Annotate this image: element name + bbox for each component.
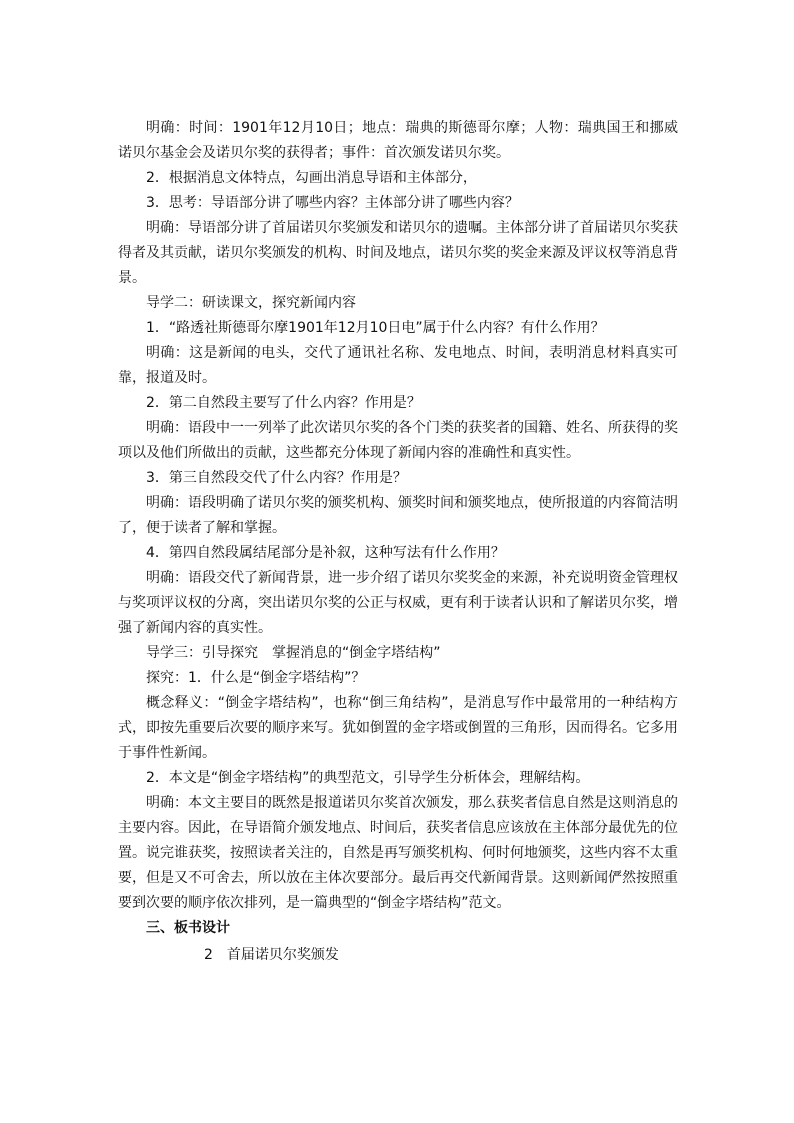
paragraph: 明确：语段交代了新闻背景，进一步介绍了诺贝尔奖奖金的来源，补充说明资金管理权与奖项评议权的分离，突出诺贝尔奖的公正与权威，更有利于读者认识和了解诺贝尔奖，增强了新闻内容的真实性。	[118, 570, 678, 636]
paragraph: 明确：时间：1901年12月10日；地点：瑞典的斯德哥尔摩；人物：瑞典国王和挪威诺贝尔基金会及诺贝尔奖的获得者；事件：首次颁发诺贝尔奖。	[118, 120, 678, 161]
paragraph: 3．第三自然段交代了什么内容？作用是？	[146, 470, 407, 486]
paragraph: 4．第四自然段属结尾部分是补叙，这种写法有什么作用？	[146, 545, 505, 561]
paragraph: 明确：语段明确了诺贝尔奖的颁奖机构、颁奖时间和颁奖地点，使所报道的内容简洁明了，便于读者了解和掌握。	[118, 495, 678, 536]
paragraph: 2．根据消息文体特点，勾画出消息导语和主体部分，	[146, 170, 477, 186]
board-title: 2 首届诺贝尔奖颁发	[204, 947, 339, 963]
paragraph: 明确：语段中一一列举了此次诺贝尔奖的各个门类的获奖者的国籍、姓名、所获得的奖项以及他们所做出的贡献，这些都充分体现了新闻内容的准确性和真实性。	[118, 420, 678, 461]
paragraph: 2．第二自然段主要写了什么内容？作用是？	[146, 395, 421, 411]
paragraph: 概念释义：“倒金字塔结构”，也称“倒三角结构”，是消息写作中最常用的一种结构方式，即按先重要后次要的顺序来写。犹如倒置的金字塔或倒置的三角形，因而得名。它多用于事件性新闻。	[118, 695, 678, 761]
paragraph: 1．“路透社斯德哥尔摩1901年12月10日电”属于什么内容？有什么作用？	[146, 320, 605, 336]
paragraph: 2．本文是“倒金字塔结构”的典型范文，引导学生分析体会，理解结构。	[146, 770, 590, 786]
paragraph: 3．思考：导语部分讲了哪些内容？主体部分讲了哪些内容？	[146, 195, 519, 211]
paragraph: 明确：导语部分讲了首届诺贝尔奖颁发和诺贝尔的遗嘱。主体部分讲了首届诺贝尔奖获得者及其贡献，诺贝尔奖颁发的机构、时间及地点，诺贝尔奖的奖金来源及评议权等消息背景。	[118, 220, 678, 286]
paragraph: 导学三：引导探究 掌握消息的“倒金字塔结构”	[146, 645, 441, 661]
document-body	[118, 116, 678, 968]
paragraph: 明确：这是新闻的电头，交代了通讯社名称、发电地点、时间，表明消息材料真实可靠，报道及时。	[118, 345, 678, 386]
paragraph: 导学二：研读课文，探究新闻内容	[146, 295, 356, 311]
section-heading: 三、板书设计	[146, 920, 230, 936]
paragraph: 探究：1．什么是“倒金字塔结构”？	[146, 670, 366, 686]
paragraph: 明确：本文主要目的既然是报道诺贝尔奖首次颁发，那么获奖者信息自然是这则消息的主要内容。因此，在导语简介颁发地点、时间后，获奖者信息应该放在主体部分最优先的位置。说完谁获奖，按照读者关注的，自然是再写颁奖机构、何时何地颁奖，这些内容不太重要，但是又不可舍去，所以放在主体次要部分。最后再交代新闻背景。这则新闻俨然按照重要到次要的顺序依次排列，是一篇典型的“倒金字塔结构”范文。	[118, 795, 678, 911]
